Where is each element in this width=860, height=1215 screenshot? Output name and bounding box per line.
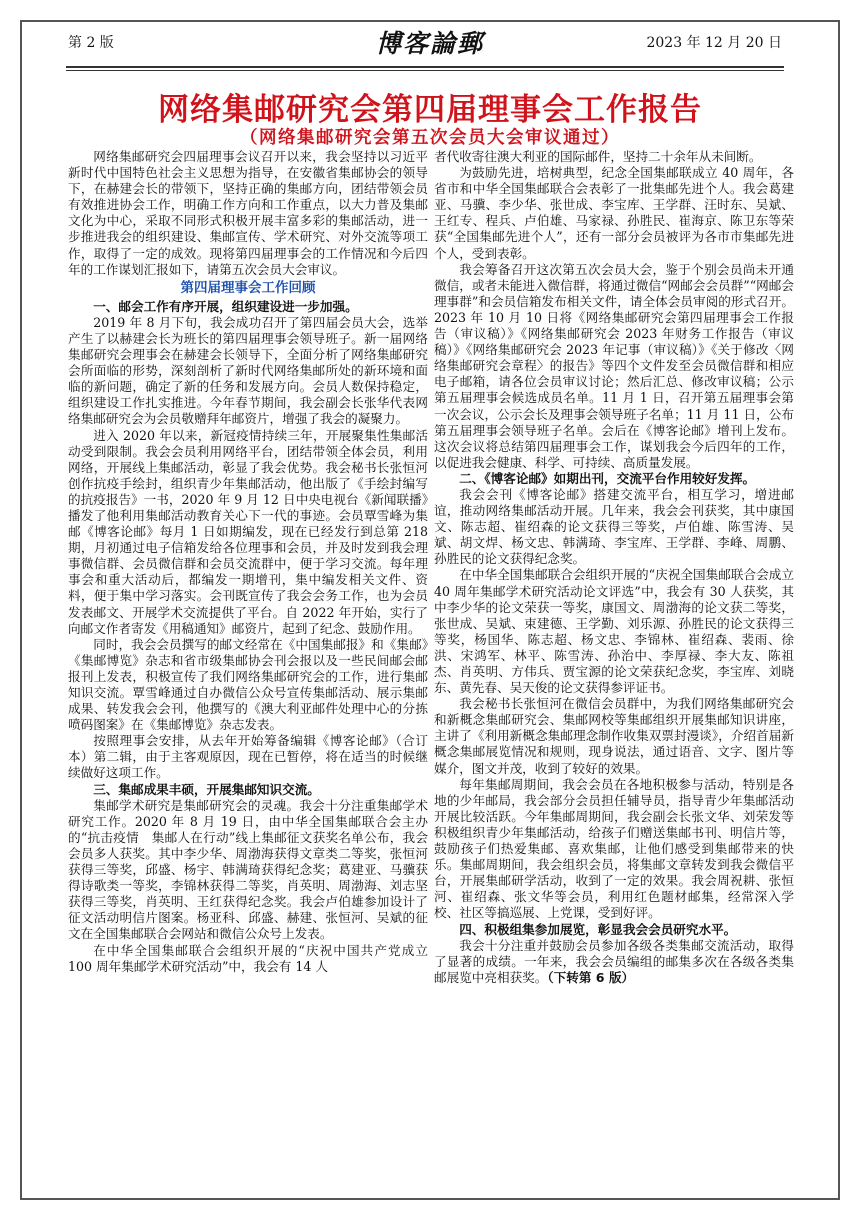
paragraph: 2019 年 8 月下旬，我会成功召开了第四届会员大会，选举产生了以赫建会长为班长的第四届理事会领导班子。新一届网络集邮研究会理事会在赫建会长领导下，全面分析了网络集邮研究会所面临的形势，深刻剖析了新时代网络集邮所处的新环境和面临的新问题，确定了新的任务和发展方向。会员人数保持稳定，组织建设工作扎实推进。今年春节期间，我会副会长张华代表网络集邮研究会为会员敬赠拜年邮资片，增强了我会的凝聚力。 — [68, 314, 428, 427]
masthead-logo: 博客論郵 — [375, 29, 484, 58]
continued-paragraph: 者代收寄往澳大利亚的国际邮件，坚持二十余年从未间断。 — [434, 149, 762, 164]
paragraph: 进入 2020 年以来，新冠疫情持续三年，开展聚集性集邮活动受到限制。我会会员利用网络平台，团结带领全体会员，利用网络，开展线上集邮活动，彰显了我会优势。我会秘书长张恒河创作抗疫手绘封，组织青少年集邮活动，他出版了《手绘封编写的抗疫报告》一书，2020 年 9 月 12 日中央电视台《新闻联播》播发了他利用集邮活动教育关心下一代的事迹。会员覃雪峰为集邮《博客论邮》每月 1 日如期编发，现在已经发行到总第 218 期，月初通过电子信箱发给各位理事和会员，并及时发到我会理事微信群、会员微信群和会员交流群中，便于学习交流。每年理事会和重大活动后，都编发一期增刊，集中编发相关文件、资料，便于集中学习落实。会刊既宣传了我会会务工作，也为会员发表邮文、开展学术交流提供了平台。自 2022 年开始，实行了向邮文作者寄发《用稿通知》邮资片，起到了纪念、鼓励作用。 — [68, 427, 428, 636]
header-rule-thin — [66, 70, 784, 71]
paragraph — [434, 938, 794, 986]
paragraph: 我会会刊《博客论邮》搭建交流平台，相互学习，增进邮谊，推动网络集邮活动开展。几年来，我会会刊获奖，其中康国文、陈志超、崔绍森的论文获得三等奖，卢伯雄、陈雪涛、吴斌、胡文焊、杨文忠、韩满琦、李宝库、王学群、李峰、周鹏、孙胜民的论文获得纪念奖。 — [434, 486, 794, 567]
edition-number: 第 2 版 — [68, 35, 114, 51]
right-column — [434, 149, 794, 1149]
page-header — [22, 22, 838, 66]
section-4-title: 四、积极组集参加展览，彰显我会会员研究水平。 — [459, 921, 737, 937]
paragraph-text: 我会十分注重并鼓励会员参加各级各类集邮交流活动，取得了显著的成绩。一年来，我会会员编组的邮集多次在各级各类集邮展览中亮相获奖。 — [434, 937, 794, 985]
section-3-title: 三、集邮成果丰硕，开展集邮知识交流。 — [93, 781, 320, 797]
newspaper-page — [20, 20, 840, 1200]
article-title: 网络集邮研究会第四届理事会工作报告 — [158, 92, 702, 128]
paragraph: 我会筹备召开这次第五次会员大会，鉴于个别会员尚未开通微信，或者未能进入微信群，将通过微信“网邮会会员群”“网邮会理事群”和会员信箱发布相关文件，请全体会员审阅的形式召开。2023 年 10 月 10 日将《网络集邮研究会第四届理事会工作报告（审议稿）》《网络集邮研究会 2023 年财务工作报告（审议稿）》《网络集邮研究会 2023 年记事（审议稿）》《关于修改〈网络集邮研究会章程〉的报告》等四个文件发至会员微信群和相应电子邮箱，请各位会员审议讨论；然后汇总、修改审议稿；公示第五届理事会候选成员名单。11 月 1 日，召开第五届理事会第一次会议，公示会长及理事会领导班子名单；11 月 11 日，公布第五届理事会领导班子名单。会后在《博客论邮》增刊上发布。这次会议将总结第四届理事会工作，谋划我会今后四年的工作，以促进我会健康、科学、可持续、高质量发展。 — [434, 261, 794, 470]
header-rule — [66, 66, 784, 68]
paragraph: 在中华全国集邮联合会组织开展的“庆祝中国共产党成立 100 周年集邮学术研究活动”中，我会有 14 人 — [68, 942, 428, 974]
paragraph: 按照理事会安排，从去年开始筹备编辑《博客论邮》（合订本）第二辑，由于主客观原因，现在已暂停，将在适当的时候继续做好这项工作。 — [68, 733, 428, 781]
paragraph: 同时，我会会员撰写的邮文经常在《中国集邮报》和《集邮》《集邮博览》杂志和省市级集邮协会刊会报以及一些民间邮会邮报刊上发表，积极宣传了我们网络集邮研究会的工作，进行集邮知识交流。覃雪峰通过自办微信公众号宣传集邮活动、展示集邮成果、转发我会会刊，他撰写的《澳大利亚邮件处理中心的分拣喷码图案》在《集邮博览》杂志发表。 — [68, 636, 428, 733]
left-column — [68, 149, 428, 1149]
section-heading: 第四届理事会工作回顾 — [180, 279, 316, 296]
issue-date: 2023 年 12 月 20 日 — [646, 35, 782, 51]
intro-paragraph: 网络集邮研究会四届理事会议召开以来，我会坚持以习近平新时代中国特色社会主义思想为指导，在安徽省集邮协会的领导下，在赫建会长的带领下，坚持正确的集邮方向，团结带领会员有效推进协会工作，明确工作方向和工作重点，以大力普及集邮文化为中心，采取不同形式积极开展丰富多彩的集邮活动，进一步推进我会的组织建设、集邮宣传、学术研究、对外交流等项工作，取得了一定的成效。现将第四届理事会的工作情况和今后四年的工作谋划汇报如下，请第五次会员大会审议。 — [68, 149, 428, 277]
paragraph: 每年集邮周期间，我会会员在各地积极参与活动，特别是各地的少年邮局，我会部分会员担任辅导员，指导青少年集邮活动开展比较活跃。今年集邮周期间，我会副会长张文华、刘荣发等积极组织青少年集邮活动，给孩子们赠送集邮书刊、明信片等，鼓励孩子们热爱集邮、喜欢集邮，让他们感受到集邮带来的快乐。集邮周期间，我会组织会员，将集邮文章转发到我会微信平台，开展集邮研学活动，收到了一定的效果。我会周祝耕、张恒河、崔绍森、张文华等会员，利用红色题材邮集，经常深入学校、社区等搞巡展、上党课，受到好评。 — [434, 776, 794, 921]
article-subtitle: （网络集邮研究会第五次会员大会审议通过） — [240, 128, 620, 148]
section-1-title: 一、邮会工作有序开展，组织建设进一步加强。 — [93, 298, 358, 314]
paragraph: 在中华全国集邮联合会组织开展的“庆祝全国集邮联合会成立 40 周年集邮学术研究活动论文评选”中，我会有 30 人获奖，其中李少华的论文荣获一等奖，康国文、周渤海的论文获二等奖，张世成、吴斌、束建德、王学勤、刘乐源、孙胜民的论文获得三等奖，杨国华、陈志超、杨文忠、李锦林、崔绍森、裴雨、徐洪、宋鸿军、林平、陈雪涛、孙治中、李厚禄、李大友、陈祖杰、肖英明、方伟兵、贾宝源的论文荣获纪念奖，李宝库、刘晓东、黄先春、吴天俊的论文获得参评证书。 — [434, 567, 794, 696]
paragraph: 我会秘书长张恒河在微信会员群中，为我们网络集邮研究会和新概念集邮研究会、集邮网校等集邮组织开展集邮知识讲座，主讲了《利用新概念集邮理念制作收集双票封漫谈》，介绍首届新概念集邮展览情况和规则，现身说法，通过语音、文字、图片等媒介，图文并茂，收到了较好的效果。 — [434, 696, 794, 776]
paragraph: 为鼓励先进，培树典型，纪念全国集邮联成立 40 周年，各省市和中华全国集邮联合会表彰了一批集邮先进个人。我会葛建亚、马骥、李少华、张世成、李宝库、王学群、汪时东、吴斌、王红专、程兵、卢伯雄、马家禄、孙胜民、崔海京、陈卫东等荣获“全国集邮先进个人”，还有一部分会员被评为各市市集邮先进个人，受到表彰。 — [434, 165, 794, 261]
section-2-title: 二、《博客论邮》如期出刊，交流平台作用较好发挥。 — [459, 470, 756, 486]
paragraph: 集邮学术研究是集邮研究会的灵魂。我会十分注重集邮学术研究工作。2020 年 8 月 19 日，由中华全国集邮联合会主办的“抗击疫情 集邮人在行动”线上集邮征文获奖名单公布，我会会员多人获奖。其中李少华、周渤海获得文章类二等奖，张恒河获得三等奖，邱盛、杨宇、韩满琦获得纪念奖；葛建亚、马骥获得诗歌类一等奖，李锦林获得二等奖，肖英明、周渤海、刘志坚获得三等奖，肖英明、王红获得纪念奖。我会卢伯雄参加设计了征文活动明信片图案。杨亚科、邱盛、赫建、张恒河、吴斌的征文在全国集邮联合会网站和微信公众号上发表。 — [68, 797, 428, 942]
continued-note: （下转第 6 版） — [547, 969, 635, 985]
